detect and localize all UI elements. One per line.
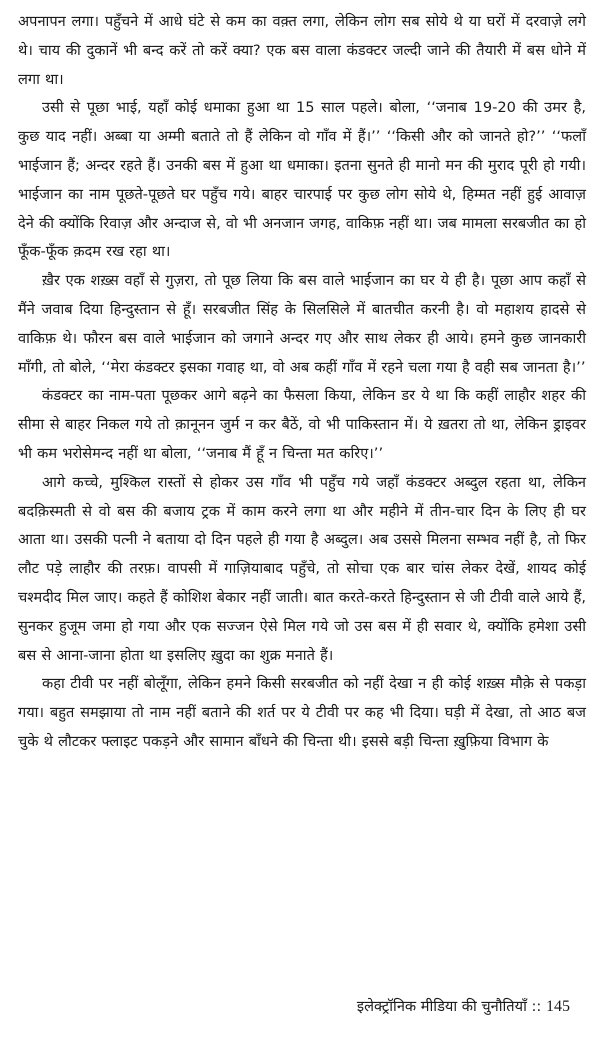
footer-chapter-title: इलेक्ट्रॉनिक मीडिया की चुनौतियाँ xyxy=(356,998,527,1015)
paragraph-6: कहा टीवी पर नहीं बोलूँगा, लेकिन हमने किसी सरबजीत को नहीं देखा न ही कोई शख़्स मौक़े से पकड़ा गया। बहुत समझाया तो नाम नहीं बताने की शर्त पर ये टीवी पर कह भी दिया। घड़ी में देखा, तो आठ बज चुके थे लौटकर फ्लाइट पकड़ने और सामान बाँधने की चिन्ता थी। इससे बड़ी चिन्ता ख़ुफ़िया विभाग के xyxy=(18,675,586,750)
page-number: 145 xyxy=(546,998,570,1015)
paragraph-5: आगे कच्चे, मुश्किल रास्तों से होकर उस गाँव भी पहुँच गये जहाँ कंडक्टर अब्दुल रहता था, लेकिन बदक़िस्मती से वो बस की बजाय ट्रक में काम करने लगा था और महीने में तीन-चार दिन के लिए ही घर आता था। उसकी पत्नी ने बताया दो दिन पहले ही गया है अब्दुल। अब उससे मिलना सम्भव नहीं है, तो फिर लौट पड़े लाहौर की तरफ़। वापसी में गाज़ियाबाद पहुँचे, तो सोचा एक बार चांस लेकर देखें, शायद कोई चश्मदीद मिल जाए। कहते हैं कोशिश बेकार नहीं जाती। बात करते-करते हिन्दुस्तान से जी टीवी वाले आये हैं, सुनकर हुजूम जमा हो गया और एक सज्जन ऐसे मिल गये जो उस बस में ही सवार थे, क्योंकि हमेशा उसी बस से आना-जाना होता था इसलिए ख़ुदा का शुक्र मनाते हैं। xyxy=(18,473,586,664)
paragraph-1: अपनापन लगा। पहुँचने में आधे घंटे से कम का वक़्त लगा, लेकिन लोग सब सोये थे या घरों में दरवाज़े लगे थे। चाय की दुकानें भी बन्द करें तो करें क्या? एक बस वाला कंडक्टर जल्दी जाने की तैयारी में बस धोने में लगा था। xyxy=(18,13,586,88)
paragraph-3: ख़ैर एक शख़्स वहाँ से गुज़रा, तो पूछ लिया कि बस वाले भाईजान का घर ये ही है। पूछा आप कहाँ से मैंने जवाब दिया हिन्दुस्तान से हूँ। सरबजीत सिंह के सिलसिले में बातचीत करनी है। वो महाशय हादसे से वाकिफ़ थे। फौरन बस वाले भाईजान को जगाने अन्दर गए और साथ लेकर ही आये। हमने कुछ जानकारी माँगी, तो बोले, ‘‘मेरा कंडक्टर इसका गवाह था, वो अब कहीं गाँव में रहने चला गया है वही सब जानता है।’’ xyxy=(18,272,586,376)
paragraph-2: उसी से पूछा भाई, यहाँ कोई धमाका हुआ था 15 साल पहले। बोला, ‘‘जनाब 19-20 की उमर है, कुछ याद नहीं। अब्बा या अम्मी बताते तो हैं लेकिन वो गाँव में हैं।’’ ‘‘किसी और को जानते हो?’’ ‘‘फलाँ भाईजान हैं; अन्दर रहते हैं। उनकी बस में हुआ था धमाका। इतना सुनते ही मानो मन की मुराद पूरी हो गयी। भाईजान का नाम पूछते-पूछते घर पहुँच गये। बाहर चारपाई पर कुछ लोग सोये थे, हिम्मत नहीं हुई आवाज़ देने की क्योंकि रिवाज़ और अन्दाज से, वो भी अनजान जगह, वाकिफ़ नहीं था। जब मामला सरबजीत का हो फूँक-फूँक क़दम रख रहा था। xyxy=(18,99,586,261)
page-footer xyxy=(357,996,570,1016)
footer-separator: :: xyxy=(531,998,542,1015)
paragraph-4: कंडक्टर का नाम-पता पूछकर आगे बढ़ने का फैसला किया, लेकिन डर ये था कि कहीं लाहौर शहर की सीमा से बाहर निकल गये तो क़ानूनन जुर्म न कर बैठें, वो भी पाकिस्तान में। ये ख़तरा तो था, लेकिन ड्राइवर भी कम भरोसेमन्द नहीं था बोला, ‘‘जनाब मैं हूँ न चिन्ता मत करिए।’’ xyxy=(18,387,586,462)
